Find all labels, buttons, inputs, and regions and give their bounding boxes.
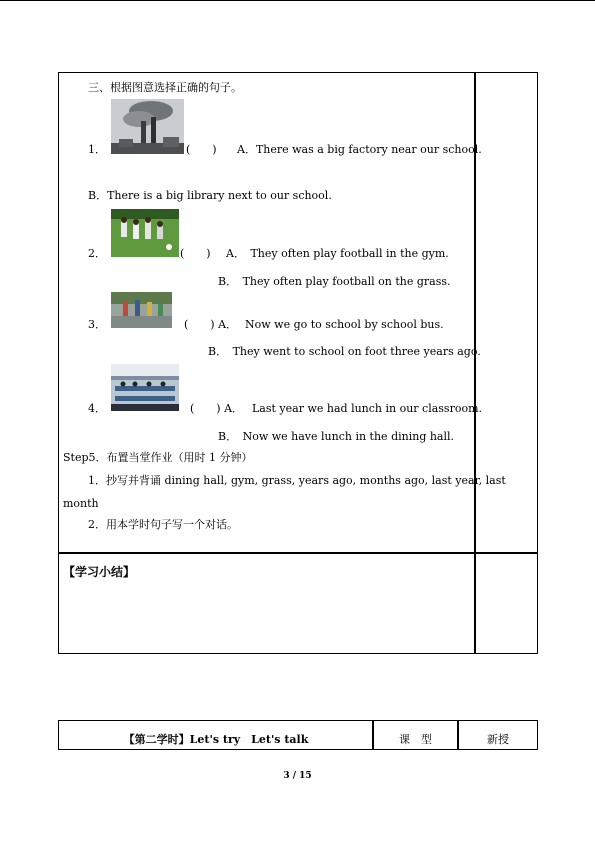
- answer-paren: ( ) A．: [184, 318, 238, 331]
- option-b: B． They went to school on foot three years ago.: [208, 345, 481, 358]
- table-row-divider: [58, 552, 538, 554]
- step5-title: Step5．布置当堂作业（用时 1 分钟）: [63, 451, 253, 464]
- option-a: A．There was a big factory near our school.: [237, 143, 482, 156]
- option-a: Last year we had lunch in our classroom.: [252, 402, 483, 415]
- section-title: 三、根据图意选择正确的句子。: [88, 81, 242, 94]
- answer-paren: ( ) A．: [190, 402, 244, 415]
- lesson-type-value: 新授: [487, 733, 509, 746]
- factory-chimney-photo: [111, 99, 184, 154]
- question-number: 1．: [88, 143, 106, 156]
- walking-rain-photo: [111, 292, 172, 328]
- table-column-divider: [474, 72, 476, 654]
- page-number: 3 / 15: [283, 771, 312, 781]
- question-number: 4．: [88, 402, 106, 415]
- step5-line-1-continued: month: [63, 497, 99, 510]
- option-b: B． They often play football on the grass.: [218, 275, 451, 288]
- summary-label: 【学习小结】: [63, 565, 136, 579]
- lesson-type-label: 课 型: [399, 733, 432, 746]
- option-a: Now we go to school by school bus.: [245, 318, 444, 331]
- page-top-rule: [0, 0, 595, 1]
- answer-paren: ( ): [180, 247, 211, 260]
- question-number: 2．: [88, 247, 106, 260]
- step5-line-2: 2．用本学时句子写一个对话。: [88, 518, 238, 531]
- answer-paren: ( ): [186, 143, 217, 156]
- option-b: B．There is a big library next to our school.: [88, 189, 332, 202]
- step5-line-1: 1．抄写并背诵 dining hall, gym, grass, years ago, months ago, last year, last: [88, 474, 506, 487]
- question-number: 3．: [88, 318, 106, 331]
- option-b: B． Now we have lunch in the dining hall.: [218, 430, 455, 443]
- lesson-title: 【第二学时】Let's try Let's talk: [123, 733, 309, 746]
- option-a: A． They often play football in the gym.: [226, 247, 449, 260]
- dining-hall-photo: [111, 364, 179, 411]
- football-grass-photo: [111, 209, 179, 257]
